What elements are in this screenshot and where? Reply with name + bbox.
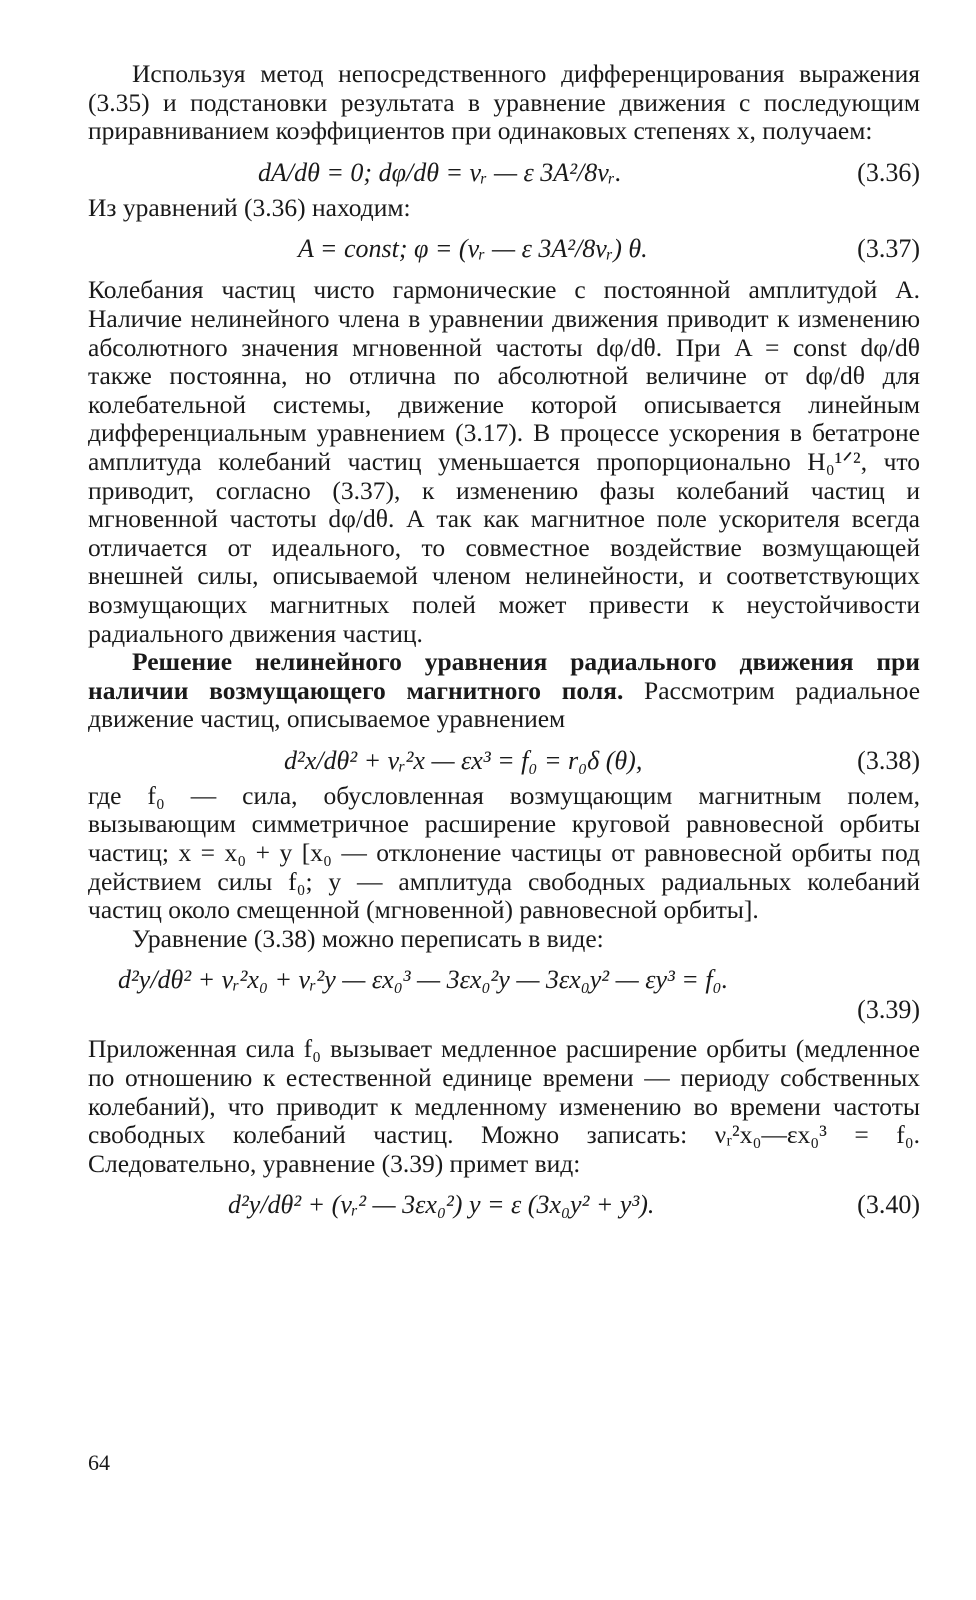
equation-expression: d²y/dθ² + νᵣ²x₀ + νᵣ²y — εx₀³ — 3εx₀²y — 3εx₀y² — εy³ = f₀. — [118, 965, 729, 995]
paragraph-section — [88, 648, 920, 734]
paragraph-where: где f₀ — сила, обусловленная возмущающим магнитным полем, вызывающим симметричное расширение круговой равновесной орбиты частиц; x = x₀ + y [x₀ — отклонение частицы от равновесной орбиты под действием силы f₀; y — амплитуда свободных радиальных колебаний частиц около смещенной (мгновенной) равновесной орбиты]. — [88, 780, 920, 925]
equation-number: (3.39) — [857, 995, 920, 1025]
page-body — [88, 60, 920, 1226]
section-heading: Решение нелинейного уравнения радиального движения при наличии возмущающего магнитного поля. — [88, 647, 920, 705]
paragraph-from-equations: Из уравнений (3.36) находим: — [88, 192, 411, 222]
paragraph-rewrite: Уравнение (3.38) можно переписать в виде: — [132, 923, 604, 953]
equation-3-40 — [88, 1178, 920, 1226]
equation-3-36 — [88, 146, 920, 194]
section-intro: Рассмотрим радиальное движение частиц, описываемое уравнением — [88, 675, 921, 734]
page-number: 64 — [88, 1450, 110, 1475]
equation-3-39 — [88, 953, 920, 1029]
paragraph-intro: Используя метод непосредственного дифференцирования выражения (3.35) и подстановки результата в уравнение движения с последующим приравниванием коэффициентов при одинаковых степенях x, получаем: — [88, 59, 920, 146]
equation-expression: A = const; φ = (νᵣ — ε 3A²/8νᵣ) θ. — [298, 234, 648, 264]
equation-number: (3.36) — [857, 157, 920, 187]
paragraph-applied-force: Приложенная сила f₀ вызывает медленное расширение орбиты (медленное по отношению к естественной единице времени — периоду собственных колебаний), что приводит к медленному изменению во времени частоты свободных колебаний частиц. Можно записать: νᵣ²x₀—εx₀³ = f₀. Следовательно, уравнение (3.39) примет вид: — [88, 1034, 920, 1178]
equation-3-38 — [88, 734, 920, 782]
equation-expression: d²y/dθ² + (νᵣ² — 3εx₀²) y = ε (3x₀y² + y³). — [228, 1190, 655, 1220]
equation-3-37 — [88, 222, 920, 270]
equation-number: (3.37) — [857, 234, 920, 264]
equation-number: (3.40) — [857, 1190, 920, 1220]
paragraph-oscillations: Колебания частиц чисто гармонические с постоянной амплитудой A. Наличие нелинейного члена в уравнении движения приводит к изменению абсолютного значения мгновенной частоты dφ/dθ. При A = const dφ/dθ также постоянна, но отлична по абсолютной величине от dφ/dθ для колебательной системы, движение которой описывается линейным дифференциальным уравнением (3.17). В процессе ускорения в бетатроне амплитуда колебаний частиц уменьшается пропорционально H₀¹ᐟ², что приводит, согласно (3.37), к изменению фазы колебаний частиц и мгновенной частоты dφ/dθ. А так как магнитное поле ускорителя всегда отличается от идеального, то совместное воздействие возмущающей внешней силы, описываемой членом нелинейности, и соответствующих возмущающих магнитных полей может привести к неустойчивости радиального движения частиц. — [88, 275, 920, 648]
equation-number: (3.38) — [857, 745, 920, 775]
equation-expression: dA/dθ = 0; dφ/dθ = νᵣ — ε 3A²/8νᵣ. — [258, 157, 622, 187]
equation-expression: d²x/dθ² + νᵣ²x — εx³ = f₀ = r₀δ (θ), — [284, 745, 643, 775]
